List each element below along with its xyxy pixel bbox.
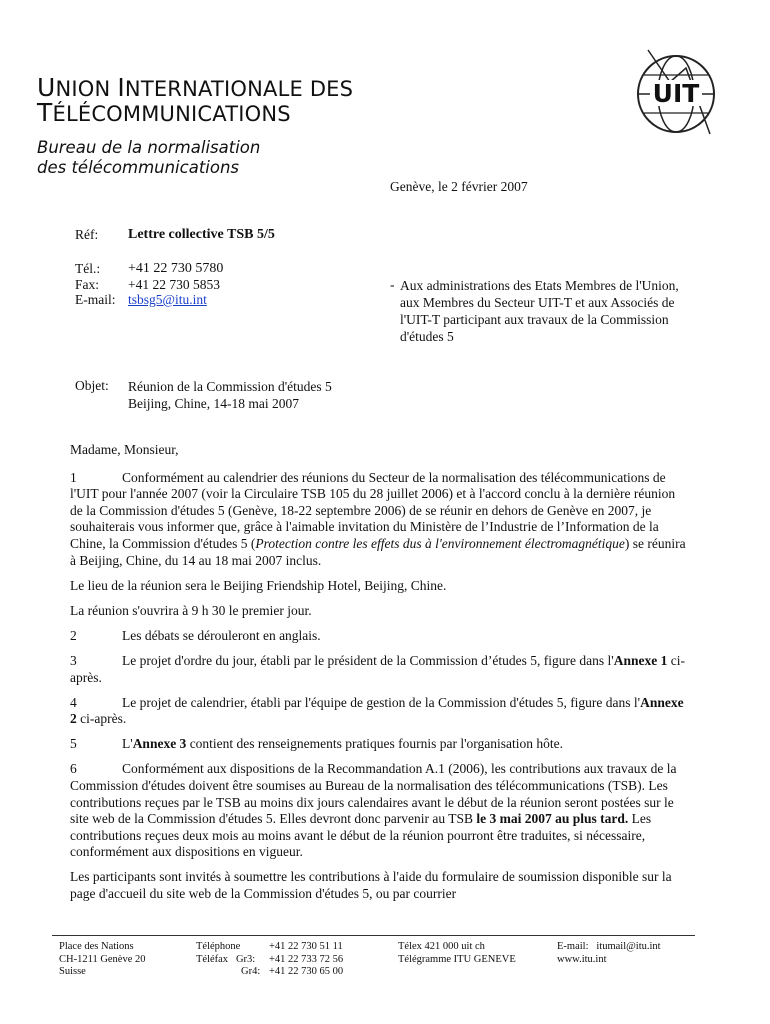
paragraph-venue: Le lieu de la réunion sera le Beijing Friendship Hotel, Beijing, Chine.: [70, 577, 447, 593]
paragraph-4: 4 Le projet de calendrier, établi par l'équipe de gestion de la Commission d'études 5, figure dans l'Annexe 2 ci-après.: [70, 694, 684, 727]
letter-body: [70, 442, 690, 911]
organization-name-line2: TÉLÉCOMMUNICATIONS: [37, 98, 291, 127]
uit-logo: [630, 44, 722, 136]
addressee: Aux administrations des Etats Membres de l'Union, aux Membres du Secteur UIT-T et aux Associés de l'UIT-T participant aux travaux de la Commission d'études 5: [400, 278, 679, 344]
letter-date: Genève, le 2 février 2007: [390, 179, 528, 194]
tel-value: +41 22 730 5780: [128, 261, 224, 276]
logo-text: UIT: [652, 79, 700, 108]
footer-phone-numbers: +41 22 730 51 11 +41 22 733 72 56 +41 22 730 65 00: [269, 941, 344, 977]
bureau-name: Bureau de la normalisation des télécommunications: [37, 138, 261, 177]
paragraph-1: 1 Conformément au calendrier des réunions du Secteur de la normalisation des télécommunications de l'UIT pour l'année 2007 (voir la Circulaire TSB 105 du 28 juillet 2006) et à l'accord conclu à la dernière réunion de la Commission d'études 5 (Genève, 18-22 septembre 2006) de se réunir en dehors de Genève en 2007, je souhaiterais vous informer que, grâce à l'aimable invitation du Ministère de l’Industrie de l’Information de la Chine, la Commission d'études 5 (Protection contre les effets dus à l'environnement électromagnétique) se réunira à Beijing, Chine, du 14 au 18 mai 2007 inclus.: [70, 469, 686, 568]
footer-address: Place des Nations CH-1211 Genève 20 Suisse: [59, 941, 146, 977]
fax-label: Fax:: [75, 277, 100, 292]
footer-web-link[interactable]: www.itu.int: [557, 953, 607, 965]
subject-label: Objet:: [75, 378, 109, 393]
paragraph-6: 6 Conformément aux dispositions de la Recommandation A.1 (2006), les contributions aux travaux de la Commission d'études doivent être soumises au Bureau de la normalisation des télécommunications (TSB). Les contributions reçues par le TSB au moins dix jours calendaires avant le début de la réunion seront postées sur le site web de la Commission d'études 5. Elles devront donc parvenir au TSB le 3 mai 2007 au plus tard. Les contributions reçues deux mois au moins avant le début de la réunion pourront être traduites, si nécessaire, conformément aux dispositions en vigueur.: [70, 761, 677, 860]
paragraph-3: 3 Le projet d'ordre du jour, établi par le président de la Commission d’études 5, figure dans l'Annexe 1 ci-après.: [70, 652, 685, 685]
fax-value: +41 22 730 5853: [128, 277, 220, 292]
organization-name: [37, 73, 354, 127]
email-label: E-mail:: [75, 292, 116, 307]
addressee-dash: -: [390, 277, 395, 292]
subject: Réunion de la Commission d'études 5 Beijing, Chine, 14-18 mai 2007: [128, 379, 332, 411]
salutation: Madame, Monsieur,: [70, 442, 179, 457]
paragraph-5: 5 L'Annexe 3 contient des renseignements pratiques fournis par l'organisation hôte.: [70, 736, 564, 752]
footer-divider: [52, 935, 695, 936]
paragraph-2: 2 Les débats se dérouleront en anglais.: [70, 627, 321, 643]
ref-label: Réf:: [75, 227, 99, 242]
ref-value: Lettre collective TSB 5/5: [128, 227, 275, 242]
paragraph-7: Les participants sont invités à soumettre les contributions à l'aide du formulaire de soumission disponible sur la page d'accueil du site web de la Commission d'études 5, ou par courrier: [70, 869, 672, 902]
tel-label: Tél.:: [75, 261, 101, 276]
organization-name-line1: UNION INTERNATIONALE DES: [37, 73, 354, 102]
footer-phone-labels: Téléphone Téléfax Gr3: Gr4:: [196, 941, 261, 977]
email-link[interactable]: tsbsg5@itu.int: [128, 292, 207, 307]
paragraph-opening: La réunion s'ouvrira à 9 h 30 le premier jour.: [70, 602, 312, 618]
footer-email-link[interactable]: itumail@itu.int: [596, 941, 661, 952]
footer-contact: E-mail: itumail@itu.int www.itu.int: [557, 941, 661, 965]
footer-telex: Télex 421 000 uit ch Télégramme ITU GENEVE: [398, 941, 516, 965]
